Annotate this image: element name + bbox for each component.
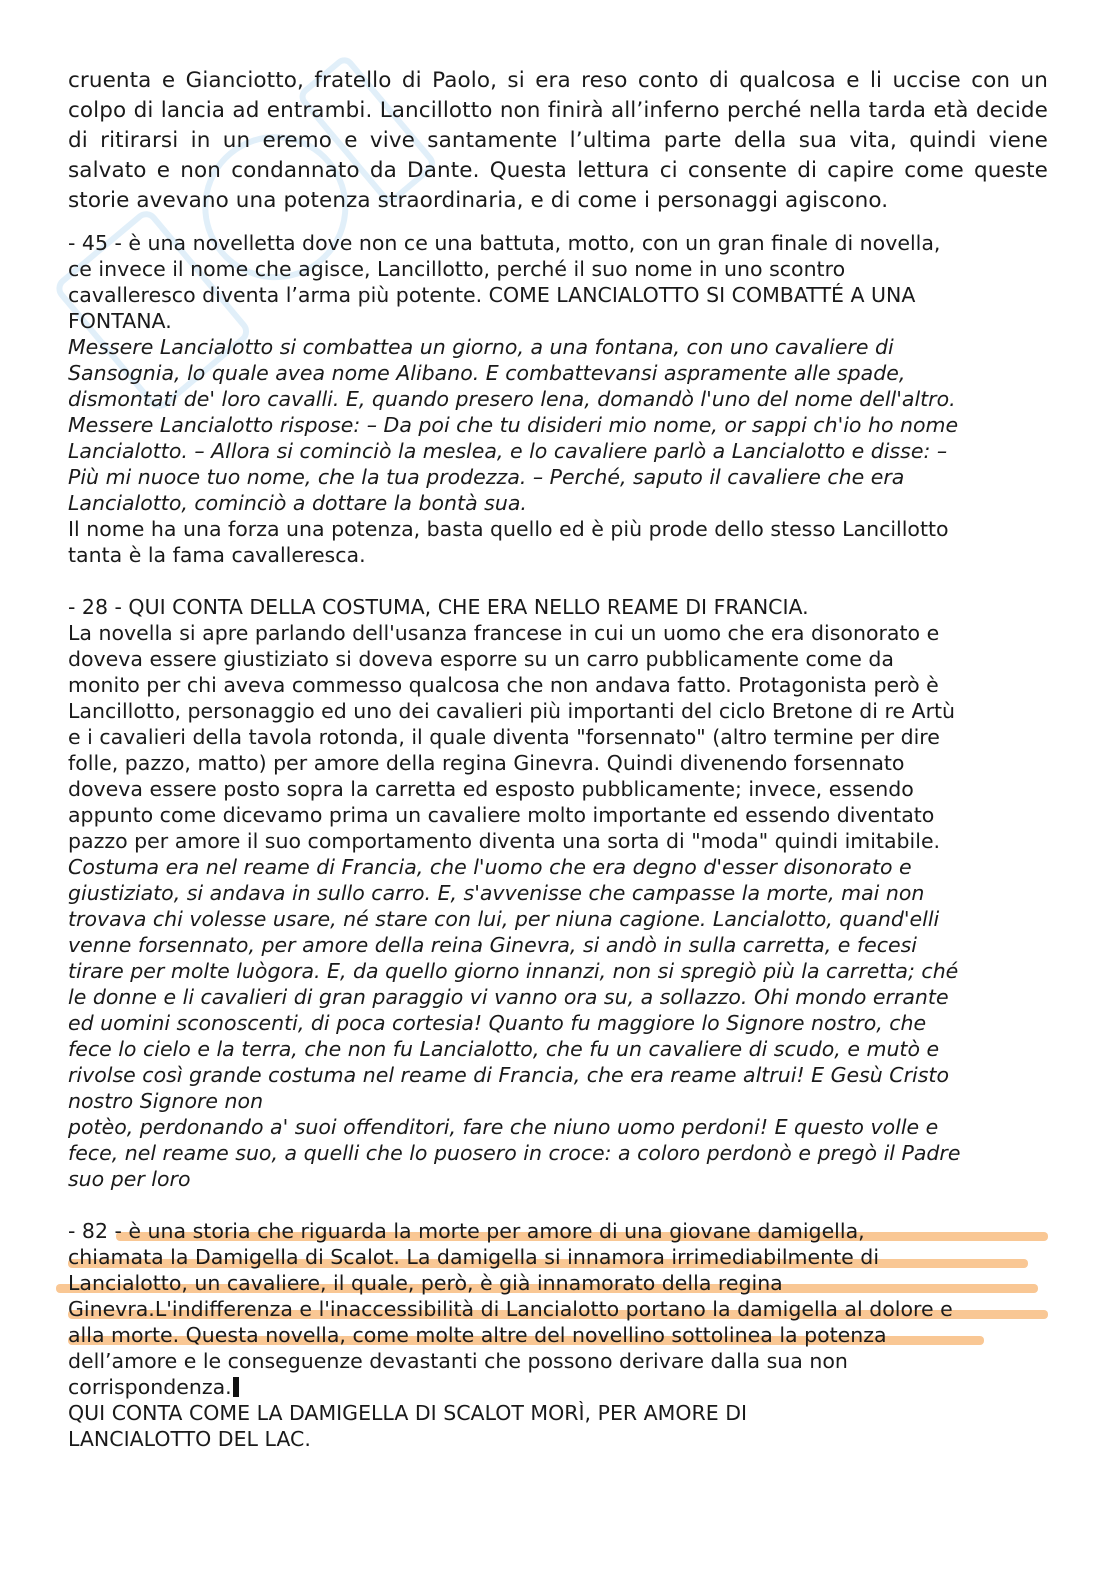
text-line <box>68 1374 1048 1400</box>
text-line: Il nome ha una forza una potenza, basta quello ed è più prode dello stesso Lancillotto <box>68 517 949 541</box>
text-line: Ginevra.L'indifferenza e l'inaccessibilità di Lancialotto portano la damigella al dolore e <box>68 1297 953 1321</box>
text-line: pazzo per amore il suo comportamento diventa una sorta di "moda" quindi imitabile. <box>68 829 941 853</box>
text-line: ce invece il nome che agisce, Lancillotto, perché il suo nome in uno scontro <box>68 257 846 281</box>
text-line: doveva essere posto sopra la carretta ed esposto pubblicamente; invece, essendo <box>68 777 914 801</box>
text-line: appunto come dicevamo prima un cavaliere molto importante ed essendo diventato <box>68 803 935 827</box>
quote-line: Lancialotto. – Allora si cominciò la meslea, e lo cavaliere parlò a Lancialotto e disse: – <box>68 439 948 463</box>
text-line: Lancialotto, un cavaliere, il quale, però, è già innamorato della regina <box>68 1271 783 1295</box>
text-line: folle, pazzo, matto) per amore della regina Ginevra. Quindi divenendo forsennato <box>68 751 905 775</box>
quote-line: Messere Lancialotto si combattea un giorno, a una fontana, con uno cavaliere di <box>68 335 894 359</box>
quote-line: fece lo cielo e la terra, che non fu Lancialotto, che fu un cavaliere di scudo, e mutò e <box>68 1037 940 1061</box>
quote-line: tirare per molte luògora. E, da quello giorno innanzi, non si spregiò più la carretta; ché <box>68 959 959 983</box>
text-line: alla morte. Questa novella, come molte altre del novellino sottolinea la potenza <box>68 1323 887 1347</box>
text-line: La novella si apre parlando dell'usanza francese in cui un uomo che era disonorato e <box>68 621 940 645</box>
quote-line: potèo, perdonando a' suoi offenditori, fare che niuno uomo perdoni! E questo volle e <box>68 1115 939 1139</box>
text-line: - 45 - è una novelletta dove non ce una battuta, motto, con un gran finale di novella, <box>68 231 941 255</box>
quote-line: Messere Lancialotto rispose: – Da poi che tu disideri mio nome, or sappi ch'io ho nome <box>68 413 959 437</box>
quote-line: Più mi nuoce tuo nome, che la tua prodezza. – Perché, saputo il cavaliere che era <box>68 465 905 489</box>
text-line: monito per chi aveva commesso qualcosa che non andava fatto. Protagonista però è <box>68 673 939 697</box>
text-line: FONTANA. <box>68 309 172 333</box>
text-line: Lancillotto, personaggio ed uno dei cavalieri più importanti del ciclo Bretone di re Artù <box>68 699 956 723</box>
text-line: - 82 - è una storia che riguarda la morte per amore di una giovane damigella, <box>68 1219 865 1243</box>
quote-line: dismontati de' loro cavalli. E, quando presero lena, domandò l'uno del nome dell'altro. <box>68 387 956 411</box>
quote-line: Sansognia, lo quale avea nome Alibano. E combattevansi aspramente alle spade, <box>68 361 906 385</box>
quote-line: le donne e li cavalieri di gran paraggio vi vanno ora su, a sollazzo. Ohi mondo errante <box>68 985 949 1009</box>
quote-line: trovava chi volesse usare, né stare con lui, per niuna cagione. Lancialotto, quand'elli <box>68 907 940 931</box>
section-heading: - 28 - QUI CONTA DELLA COSTUMA, CHE ERA NELLO REAME DI FRANCIA. <box>68 595 809 619</box>
quote-line: fece, nel reame suo, a quelli che lo puosero in croce: a coloro perdonò e pregò il Padre <box>68 1141 961 1165</box>
section-heading: QUI CONTA COME LA DAMIGELLA DI SCALOT MORÌ, PER AMORE DI <box>68 1401 748 1425</box>
quote-line: ed uomini sconoscenti, di poca cortesia! Quanto fu maggiore lo Signore nostro, che <box>68 1011 927 1035</box>
text-line: cavalleresco diventa l’arma più potente. COME LANCIALOTTO SI COMBATTÉ A UNA <box>68 283 916 307</box>
text-line: dell’amore e le conseguenze devastanti che possono derivare dalla sua non <box>68 1349 848 1373</box>
text-cursor <box>233 1377 239 1397</box>
section-novella-82 <box>68 1218 1048 1452</box>
quote-line: suo per loro <box>68 1167 191 1191</box>
section-novella-45 <box>68 230 1048 568</box>
text-line: tanta è la fama cavalleresca. <box>68 543 366 567</box>
text-line: doveva essere giustiziato si doveva esporre su un carro pubblicamente come da <box>68 647 894 671</box>
paragraph-intro: cruenta e Gianciotto, fratello di Paolo, si era reso conto di qualcosa e li uccise con un colpo di lancia ad entrambi. Lancillotto non finirà all’inferno perché nella tarda età decide di ritirarsi in un eremo e vive santamente l’ultima parte della sua vita, quindi viene salvato e non condannato da Dante. Questa lettura ci consente di capire come queste storie avevano una potenza straordinaria, e di come i personaggi agiscono. <box>68 68 1048 213</box>
text-line: chiamata la Damigella di Scalot. La damigella si innamora irrimediabilmente di <box>68 1245 880 1269</box>
document-page <box>68 66 1048 1452</box>
text-fragment: corrispondenza. <box>68 1375 232 1399</box>
quote-line: nostro Signore non <box>68 1089 264 1113</box>
quote-line: Lancialotto, cominciò a dottare la bontà sua. <box>68 491 527 515</box>
quote-line: giustiziato, si andava in sullo carro. E, s'avvenisse che campasse la morte, mai non <box>68 881 925 905</box>
text-line: e i cavalieri della tavola rotonda, il quale diventa "forsennato" (altro termine per dire <box>68 725 940 749</box>
quote-line: venne forsennato, per amore della reina Ginevra, si andò in sulla carretta, e fecesi <box>68 933 917 957</box>
quote-line: Costuma era nel reame di Francia, che l'uomo che era degno d'esser disonorato e <box>68 855 912 879</box>
quote-line: rivolse così grande costuma nel reame di Francia, che era reame altrui! E Gesù Cristo <box>68 1063 950 1087</box>
section-novella-28 <box>68 594 1048 1192</box>
section-heading: LANCIALOTTO DEL LAC. <box>68 1427 311 1451</box>
